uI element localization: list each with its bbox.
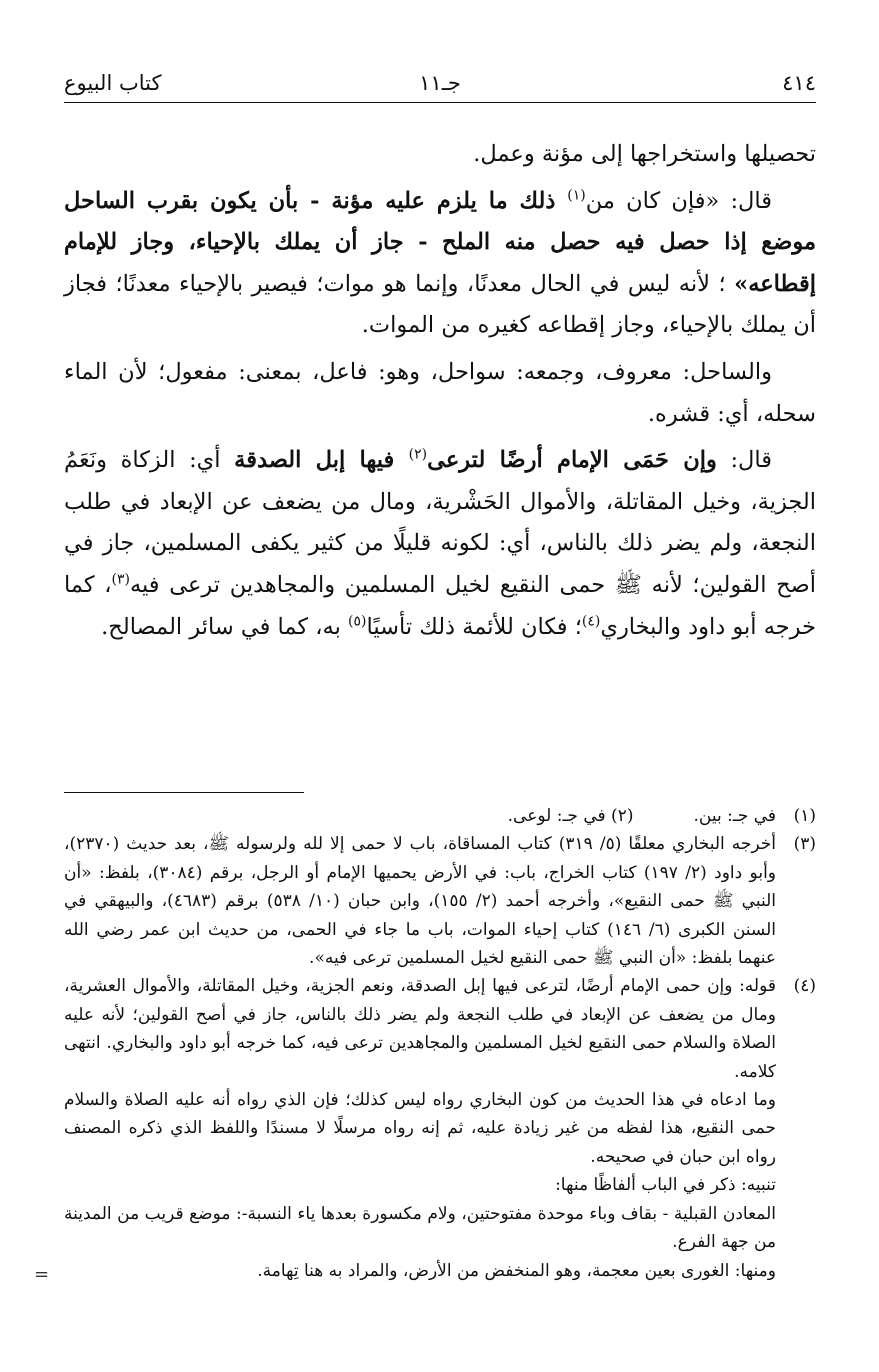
header-rule (64, 102, 816, 103)
footnote-ref-1: (١) (567, 187, 586, 204)
p4-matn-2: فيها إبل الصدقة (234, 447, 409, 474)
footnote-4-number: (٤) (793, 976, 816, 997)
footnote-3-number: (٣) (793, 834, 816, 855)
paragraph-1: تحصيلها واستخراجها إلى مؤنة وعمل. (473, 141, 816, 167)
p4-mid-2: ، كما خرجه أبو داود والبخاري (64, 571, 816, 640)
footnote-3-text: أخرجه البخاري معلقًا (٥/ ٣١٩) كتاب المساقاة، باب لا حمى إلا لله ولرسوله ﷺ، بعد حديث (٢٣٧٠)، وأبو داود (٢/ ١٩٧) كتاب الخراج، باب: في الأرض يحميها الإمام أو الرجل، برقم (٣٠٨٤)، بلفظ: «أن النبي ﷺ حمى النقيع»، وأخرجه أحمد (٢/ ١٥٥)، وابن حبان (١٠/ ٥٣٨) برقم (٤٦٨٣)، والبيهقي في السنن الكبرى (٦/ ١٤٦) كتاب إحياء الموات، باب ما جاء في الحمى، من حديث ابن عمر رضي الله عنهما بلفظ: «أن النبي ﷺ حمى النقيع لخيل المسلمين ترعى فيه». (64, 834, 777, 969)
footnote-4-continuation-4: ومنها: الغورى بعين معجمة، وهو المنخفض من الأرض، والمراد به هنا تِهامة. (257, 1260, 776, 1281)
footnote-4-text: قوله: وإن حمى الإمام أرضًا، لترعى فيها إبل الصدقة، ونعم الجزية، وخيل المقاتلة، والأموال العشرية، ومال من يضعف عن الإبعاد في طلب النجعة ولم يضر ذلك بالناس، جاز في أصح القولين؛ لأنه عليه الصلاة والسلام حمى النقيع لخيل المسلمين والمجاهدين ترعى فيه، كما خرجه أبو داود والبخاري. انتهى كلامه. (64, 976, 776, 1082)
p4-mid-1: أي: الزكاة ونَعَمُ الجزية، وخيل المقاتلة، والأموال الحَشْرية، ومال من يضعف عن الإبعاد في طلب النجعة، ولم يضر ذلك بالناس، أي: لكونه قليلًا من كثير يكفى المسلمين، جاز في أصح القولين؛ لأنه ﷺ حمى النقيع لخيل المسلمين والمجاهدين ترعى فيه (64, 447, 816, 598)
margin-mark: = (34, 1264, 50, 1285)
footnote-row-3 (64, 830, 816, 972)
paragraph-3: والساحل: معروف، وجمعه: سواحل، وهو: فاعل، بمعنى: مفعول؛ لأن الماء سحله، أي: قشره. (64, 358, 816, 427)
paragraph-2 (64, 181, 816, 347)
footnote-ref-2: (٢) (408, 446, 428, 463)
footnote-4-continuation-3: المعادن القبلية - بقاف وباء موحدة مفتوحتين، ولام مكسورة بعدها ياء النسبة-: موضع قريب من المدينة من جهة الفرع. (64, 1203, 776, 1253)
footnotes (64, 802, 816, 1285)
footnote-4-continuation-1: وما ادعاه في هذا الحديث من كون البخاري رواه ليس كذلك؛ فإن الذي رواه أنه عليه الصلاة والسلام حمى النقيع، هذا لفظه من غير زيادة عليه، ثم إنه رواه مرسلًا لا مسندًا واللفظ الذي ذكره المصنف رواه ابن حبان في صحيحه. (64, 1090, 776, 1167)
page-number: ٤١٤ (782, 71, 816, 95)
footnote-4-continuation-2: تنبيه: ذكر في الباب ألفاظًا منها: (555, 1175, 776, 1196)
footnote-row-1-2 (64, 802, 816, 830)
p2-matn: ذلك ما يلزم عليه مؤنة - بأن يكون بقرب الساحل موضع إذا حصل فيه حصل منه الملح - جاز أن يملك بالإحياء، وجاز للإمام إقطاعه» (64, 187, 816, 297)
p4-matn-1: وإن حَمَى الإمام أرضًا لترعى (427, 447, 717, 474)
p4-end: به، كما في سائر المصالح. (101, 613, 348, 640)
book-page (64, 66, 816, 1356)
book-title: كتاب البيوع (64, 71, 162, 95)
p2-rest: ؛ لأنه ليس في الحال معدنًا، وإنما هو موات؛ فيصير بالإحياء معدنًا؛ فجاز أن يملك بالإحياء، وجاز إقطاعه كغيره من الموات. (64, 270, 816, 339)
footnote-1-text: في جـ: بين. (693, 806, 776, 826)
main-text (64, 134, 816, 653)
volume-label: جـ١١ (419, 71, 461, 95)
paragraph-4 (64, 440, 816, 648)
footnote-2-number: (٢) (611, 806, 634, 826)
footnote-row-4 (64, 972, 816, 1086)
running-header (64, 66, 816, 100)
p4-lead: قال: (716, 447, 773, 474)
p2-lead: قال: «فإن كان من (585, 187, 772, 214)
footnote-2-text: في جـ: لوعى. (507, 806, 606, 826)
p4-mid-3: ؛ فكان للأئمة ذلك تأسيًا (366, 613, 582, 640)
footnote-rule (64, 792, 304, 793)
footnote-1-number: (١) (793, 806, 816, 826)
footnote-ref-4: (٤) (581, 613, 601, 630)
footnote-ref-5: (٥) (348, 613, 367, 630)
footnote-ref-3: (٣) (111, 571, 130, 588)
